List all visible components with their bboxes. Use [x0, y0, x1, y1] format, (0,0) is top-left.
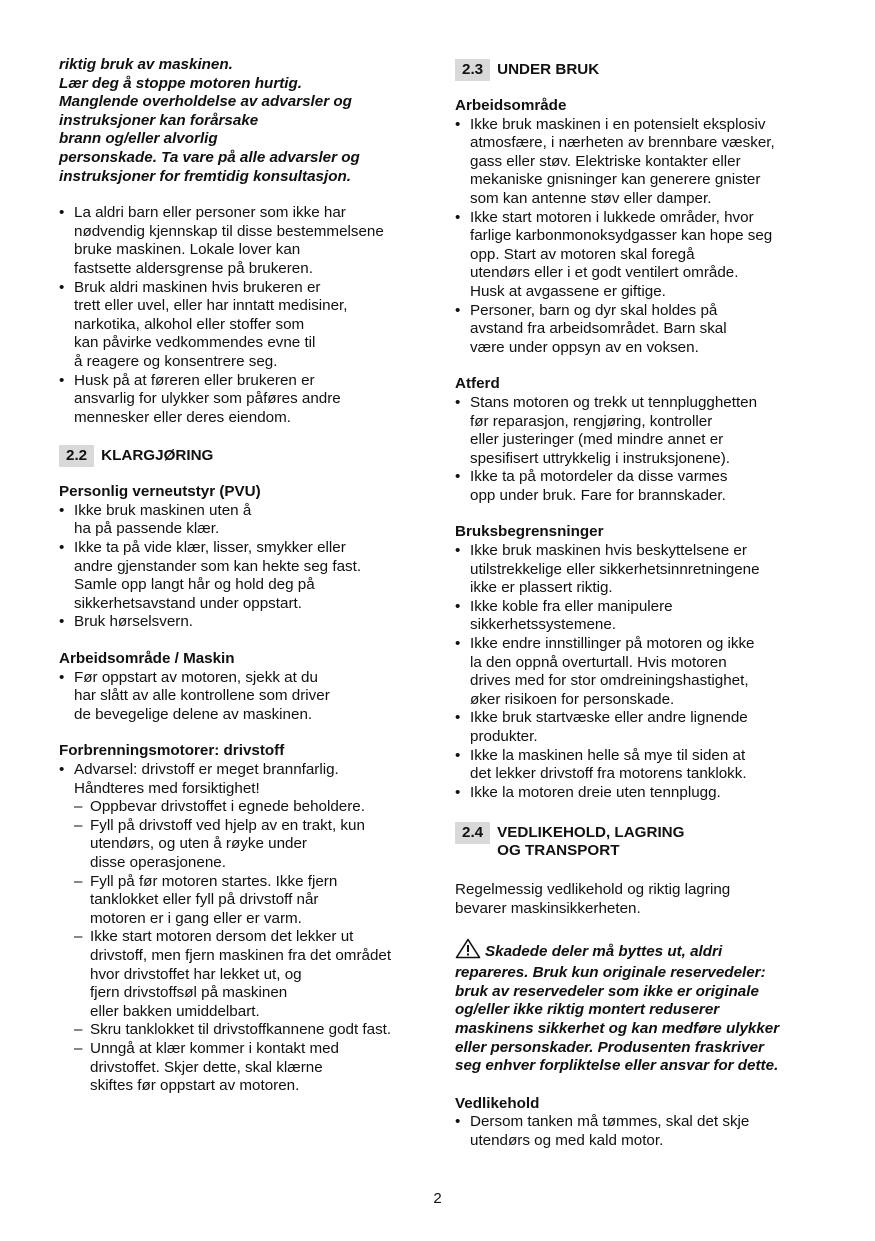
line: drivstoff, men fjern maskinen fra det området [90, 946, 392, 964]
line: ansvarlig for ulykker som påføres andre [74, 390, 341, 408]
line: drives med for stor omdreiningshastighet, [470, 672, 749, 690]
line: – Oppbevar drivstoffet i egnede beholdere. [90, 798, 365, 816]
subheading-fuel: Forbrenningsmotorer: drivstoff [59, 742, 285, 760]
intro-bullet-list [59, 204, 429, 427]
left-column [59, 56, 429, 1096]
subheading-behaviour: Atferd [455, 375, 500, 393]
line: mennesker eller deres eiendom. [74, 408, 291, 426]
page-number: 2 [433, 1190, 442, 1207]
warning-line: instruksjoner kan forårsake [59, 111, 259, 129]
title-line: VEDLIKEHOLD, LAGRING [497, 824, 685, 842]
line: spesifisert uttrykkelig i instruksjonene). [470, 449, 730, 467]
line: • Stans motoren og trekk ut tennplugghetten [470, 393, 758, 411]
line: motoren er i gang eller er varm. [90, 909, 302, 927]
list-item [455, 709, 825, 746]
line: mekaniske gnisninger kan generere gnister [470, 171, 761, 189]
warning-line: og/eller ikke riktig montert reduserer [455, 1001, 720, 1019]
list-item [59, 817, 429, 873]
list-item [59, 613, 429, 632]
line: – Fyll på før motoren startes. Ikke fjern [90, 872, 338, 890]
subheading-maintenance: Vedlikehold [455, 1094, 540, 1112]
behaviour-list [455, 394, 825, 506]
title-line: OG TRANSPORT [497, 842, 620, 860]
line: • Ikke la maskinen helle så mye til siden at [470, 746, 746, 764]
line: • Bruk aldri maskinen hvis brukeren er [74, 278, 321, 296]
line: utilstrekkelige eller sikkerhetsinnretningene [470, 560, 760, 578]
warning-line: repareres. Bruk kun originale reservedeler: [455, 964, 766, 982]
right-column [455, 59, 825, 1151]
work-area-list [455, 116, 825, 358]
line: har slått av alle kontrollene som driver [74, 687, 330, 705]
list-item [455, 598, 825, 635]
line: bevarer maskinsikkerheten. [455, 899, 641, 917]
list-item [455, 209, 825, 302]
limits-list [455, 542, 825, 802]
line: • Husk på at føreren eller brukeren er [74, 371, 315, 389]
line: • Før oppstart av motoren, sjekk at du [74, 668, 318, 686]
warning-line: Manglende overholdelse av advarsler og [59, 93, 352, 111]
line: – Unngå at klær kommer i kontakt med [90, 1039, 339, 1057]
section-title: KLARGJØRING [101, 447, 214, 465]
line: eller justeringer (med mindre annet er [470, 431, 724, 449]
line: før reparasjon, rengjøring, kontroller [470, 412, 713, 430]
intro-warning [59, 56, 429, 186]
warning-line: Lær deg å stoppe motoren hurtig. [59, 74, 303, 92]
line: nødvendig kjennskap til disse bestemmelsene [74, 222, 384, 240]
line: bruke maskinen. Lokale lover kan [74, 241, 301, 259]
section-title: UNDER BRUK [497, 61, 600, 78]
section-title [497, 822, 684, 860]
line: ikke er plassert riktig. [470, 579, 613, 597]
line: utendørs eller i et godt ventilert område. [470, 264, 739, 282]
line: disse operasjonene. [90, 853, 226, 871]
list-item [59, 502, 429, 539]
line: drivstoffet. Skjer dette, skal klærne [90, 1058, 323, 1076]
line: avstand fra arbeidsområdet. Barn skal [470, 320, 727, 338]
line: Samle opp langt hår og hold deg på [74, 576, 315, 594]
line: – Skru tanklokket til drivstoffkannene godt fast. [90, 1021, 392, 1039]
line: • Ikke bruk maskinen hvis beskyttelsene er [470, 542, 747, 560]
fuel-dash-list [59, 798, 429, 1096]
list-item [455, 116, 825, 209]
line: • Advarsel: drivstoff er meget brannfarlig. [74, 761, 339, 778]
warning-line: riktig bruk av maskinen. [59, 56, 233, 73]
line: ha på passende klær. [74, 520, 220, 538]
line: Håndteres med forsiktighet! [74, 779, 260, 797]
line: det lekker drivstoff fra motorens tanklokk. [470, 765, 747, 783]
subheading-pvu: Personlig verneutstyr (PVU) [59, 483, 261, 501]
maintenance-list [455, 1113, 825, 1150]
line: • Ikke koble fra eller manipulere [470, 597, 673, 615]
line: produkter. [470, 728, 538, 745]
line: – Ikke start motoren dersom det lekker ut [90, 928, 354, 946]
section-heading-2-2 [59, 445, 429, 467]
list-item [59, 204, 429, 278]
pvu-list [59, 502, 429, 632]
line: opp. Start av motoren skal foregå [470, 245, 695, 263]
line: fjern drivstoffsøl på maskinen [90, 984, 288, 1002]
line: • Ikke endre innstillinger på motoren og ikke [470, 635, 755, 653]
warning-text: Skadede deler må byttes ut, aldri [485, 942, 723, 960]
line: narkotika, alkohol eller stoffer som [74, 315, 305, 333]
list-item [59, 1040, 429, 1096]
list-item [455, 542, 825, 598]
line: fastsette aldersgrense på brukeren. [74, 259, 313, 277]
area-machine-list [59, 669, 429, 725]
line: • Ikke start motoren i lukkede områder, hvor [470, 208, 754, 226]
line: • Ikke la motoren dreie uten tennplugg. [470, 783, 721, 801]
subheading-work-area-machine: Arbeidsområde / Maskin [59, 650, 235, 668]
line: trett eller uvel, eller har inntatt medisiner, [74, 297, 348, 315]
fuel-list [59, 761, 429, 798]
warning-line: maskinens sikkerhet og kan medføre ulykker [455, 1019, 780, 1037]
line: – Fyll på drivstoff ved hjelp av en trakt, kun [90, 816, 365, 834]
line: sikkerhetssystemene. [470, 616, 617, 634]
line: eller bakken umiddelbart. [90, 1002, 260, 1020]
line: • Dersom tanken må tømmes, skal det skje [470, 1113, 750, 1131]
section-heading-2-4 [455, 822, 825, 860]
list-item [59, 669, 429, 725]
line: • Ikke bruk maskinen uten å [74, 501, 252, 519]
line: • Ikke ta på motordeler da disse varmes [470, 468, 728, 486]
list-item [59, 798, 429, 817]
list-item [455, 394, 825, 468]
list-item [59, 539, 429, 613]
section-number: 2.2 [59, 445, 94, 467]
warning-line: brann og/eller alvorlig [59, 130, 218, 148]
line: opp under bruk. Fare for brannskader. [470, 486, 726, 504]
line: farlige karbonmonoksydgasser kan hope seg [470, 227, 773, 245]
line: de bevegelige delene av maskinen. [74, 705, 313, 723]
list-item [59, 928, 429, 1021]
line: Husk at avgassene er giftige. [470, 282, 666, 300]
list-item [455, 302, 825, 358]
list-item [455, 635, 825, 709]
line: • La aldri barn eller personer som ikke har [74, 204, 346, 222]
section-heading-2-3 [455, 59, 825, 81]
line: la den oppnå overturtall. Hvis motoren [470, 653, 727, 671]
line: sikkerhetsavstand under oppstart. [74, 594, 302, 612]
line: atmosfære, i nærheten av brennbare væsker, [470, 134, 775, 152]
line: tanklokket eller fyll på drivstoff når [90, 891, 319, 909]
line: være under oppsyn av en voksen. [470, 338, 699, 356]
line: hvor drivstoffet har lekket ut, og [90, 965, 302, 983]
line: • Personer, barn og dyr skal holdes på [470, 301, 718, 319]
warning-triangle-icon [455, 938, 481, 965]
list-item [455, 784, 825, 803]
section-number: 2.4 [455, 822, 490, 844]
list-item [59, 873, 429, 929]
list-item [59, 1021, 429, 1040]
subheading-work-area: Arbeidsområde [455, 97, 567, 114]
line: øker risikoen for personskade. [470, 690, 675, 708]
warning-line: personskade. Ta vare på alle advarsler og [59, 148, 360, 166]
line: skiftes før oppstart av motoren. [90, 1077, 300, 1095]
list-item [455, 747, 825, 784]
warning-line: instruksjoner for fremtidig konsultasjon. [59, 167, 351, 185]
list-item [59, 372, 429, 428]
list-item [455, 468, 825, 505]
line: andre gjenstander som kan hekte seg fast. [74, 557, 362, 575]
warning-line: eller personskader. Produsenten fraskriver [455, 1038, 764, 1056]
line: • Ikke bruk maskinen i en potensielt eksplosiv [470, 115, 766, 133]
line: gass eller støv. Elektriske kontakter eller [470, 152, 741, 170]
warning-line [455, 938, 825, 965]
line: • Bruk hørselsvern. [74, 613, 194, 631]
line: å reagere og konsentrere seg. [74, 352, 278, 370]
line: Regelmessig vedlikehold og riktig lagring [455, 881, 731, 899]
line: kan påvirke vedkommendes evne til [74, 334, 316, 352]
line: som kan antenne støv eller damper. [470, 189, 712, 207]
subheading-limits: Bruksbegrensninger [455, 523, 604, 541]
maintenance-intro [455, 881, 825, 918]
list-item [59, 761, 429, 798]
list-item [455, 1113, 825, 1150]
line: utendørs og med kald motor. [470, 1131, 664, 1149]
warning-line: bruk av reservedeler som ikke er originale [455, 982, 759, 1000]
line: • Ikke bruk startvæske eller andre lignende [470, 709, 748, 727]
parts-warning [455, 938, 825, 1076]
line: utendørs, og uten å røyke under [90, 835, 307, 853]
section-number: 2.3 [455, 59, 490, 81]
list-item [59, 279, 429, 372]
warning-line: seg enhver forpliktelse eller ansvar for dette. [455, 1057, 779, 1075]
line: • Ikke ta på vide klær, lisser, smykker eller [74, 539, 346, 557]
